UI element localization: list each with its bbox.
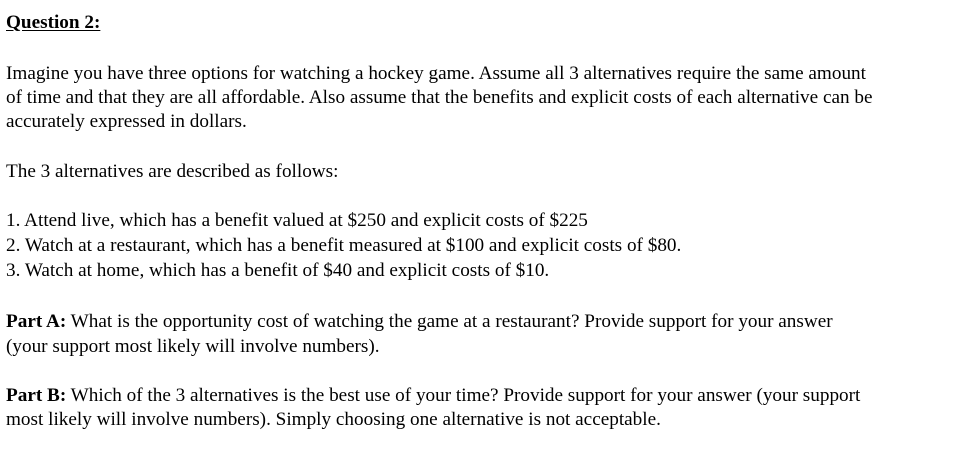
alternative-item-2: 2. Watch at a restaurant, which has a benefit measured at $100 and explicit costs of $80.: [6, 235, 682, 256]
part-b-line-1: [6, 384, 860, 408]
part-b-label: Part B:: [6, 385, 67, 406]
part-a-line-1: [6, 310, 833, 334]
intro-line-2: of time and that they are all affordable. Also assume that the benefits and explicit costs of each alternative can be: [6, 87, 873, 108]
part-b-question-text: Which of the 3 alternatives is the best use of your time? Provide support for your answer (your support: [66, 385, 861, 406]
part-a-line-2: (your support most likely will involve numbers).: [6, 336, 380, 357]
question-title: Question 2:: [6, 12, 101, 33]
intro-line-3: accurately expressed in dollars.: [6, 111, 247, 132]
alternative-item-3: 3. Watch at home, which has a benefit of $40 and explicit costs of $10.: [6, 260, 550, 281]
alternative-item-1: 1. Attend live, which has a benefit valued at $250 and explicit costs of $225: [6, 210, 588, 231]
part-a-question-text: What is the opportunity cost of watching the game at a restaurant? Provide support for your answer: [66, 311, 833, 332]
intro-line-1: Imagine you have three options for watching a hockey game. Assume all 3 alternatives require the same amount: [6, 63, 866, 84]
alternatives-intro: The 3 alternatives are described as follows:: [6, 161, 339, 182]
part-a-label: Part A:: [6, 311, 67, 332]
part-b-line-2: most likely will involve numbers). Simply choosing one alternative is not acceptable.: [6, 409, 661, 430]
